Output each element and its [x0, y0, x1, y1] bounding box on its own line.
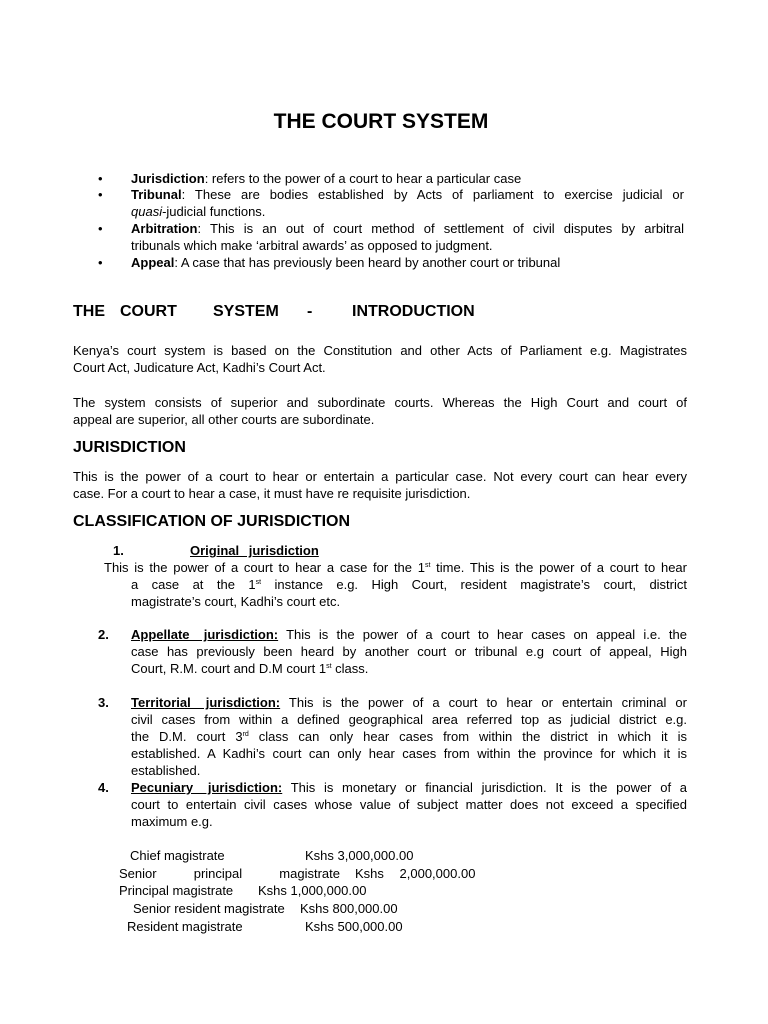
bullet-text: tribunals which make ‘arbitral awards’ as opposed to judgment.: [131, 238, 493, 253]
bullet-italic: quasi: [131, 204, 163, 219]
intro-paragraph-line: Court Act, Judicature Act, Kadhi’s Court Act.: [73, 360, 326, 375]
bullet-term: Arbitration: [131, 221, 198, 236]
bullet-text: : These are bodies established by Acts of parliament to exercise judicial or: [181, 187, 684, 202]
item-3-line: civil cases from within a defined geographical area referred top as judicial district e.g.: [131, 712, 687, 727]
table-rank: Chief magistrate: [130, 848, 225, 863]
item-1-term: Original jurisdiction: [190, 543, 319, 558]
table-rank: Principal magistrate: [119, 883, 234, 898]
table-rank: Senior principal magistrate: [119, 866, 340, 881]
bullet-text: : This is an out of court method of settlement of civil disputes by arbitral: [197, 221, 684, 236]
item-3-line: established. A Kadhi’s court can only hear cases from within the province for which it is: [131, 746, 687, 761]
table-amount: Kshs 800,000.00: [300, 901, 398, 916]
table-rank: Senior resident magistrate: [133, 901, 285, 916]
intro-paragraph-line: The system consists of superior and subordinate courts. Whereas the High Court and court of: [73, 395, 687, 410]
bullet-icon: •: [98, 255, 103, 270]
item-4-number: 4.: [98, 780, 109, 795]
bullet-term: Appeal: [131, 255, 175, 270]
page-title: THE COURT SYSTEM: [273, 110, 489, 133]
item-1-number: 1.: [113, 543, 124, 558]
table-amount: Kshs 2,000,000.00: [355, 866, 476, 881]
item-2-line: Court, R.M. court and D.M court 1st class.: [131, 661, 369, 676]
jurisdiction-heading: JURISDICTION: [73, 439, 186, 456]
item-3-line: Territorial jurisdiction: This is the power of a court to hear or entertain criminal or: [131, 695, 687, 710]
bullet-text: : refers to the power of a court to hear a particular case: [204, 171, 522, 186]
table-rank: Resident magistrate: [127, 919, 243, 934]
item-3-line: established.: [131, 763, 201, 778]
item-1-line: a case at the 1st instance e.g. High Court, resident magistrate’s court, district: [131, 577, 687, 592]
jurisdiction-line: case. For a court to hear a case, it must have re requisite jurisdiction.: [73, 486, 471, 501]
table-amount: Kshs 3,000,000.00: [305, 848, 414, 863]
intro-paragraph-line: appeal are superior, all other courts are subordinate.: [73, 412, 375, 427]
item-1-line: This is the power of a court to hear a case for the 1st time. This is the power of a court to hear: [104, 560, 687, 575]
jurisdiction-line: This is the power of a court to hear or entertain a particular case. Not every court can hear every: [73, 469, 687, 484]
bullet-icon: •: [98, 171, 103, 186]
bullet-text: : A case that has previously been heard by another court or tribunal: [174, 255, 561, 270]
bullet-term: Jurisdiction: [131, 171, 205, 186]
item-4-line: maximum e.g.: [131, 814, 213, 829]
item-4-line: court to entertain civil cases whose value of subject matter does not exceed a specified: [131, 797, 687, 812]
bullet-text: -judicial functions.: [162, 204, 266, 219]
bullet-icon: •: [98, 187, 103, 202]
table-amount: Kshs 1,000,000.00: [258, 883, 367, 898]
item-4-line: Pecuniary jurisdiction: This is monetary or financial jurisdiction. It is the power of a: [131, 780, 687, 795]
item-3-line: the D.M. court 3rd class can only hear cases from within the district in which it is: [131, 729, 688, 744]
table-amount: Kshs 500,000.00: [305, 919, 403, 934]
bullet-icon: •: [98, 221, 103, 236]
item-1-line: magistrate’s court, Kadhi’s court etc.: [131, 594, 341, 609]
item-2-number: 2.: [98, 627, 109, 642]
intro-paragraph-line: Kenya’s court system is based on the Constitution and other Acts of Parliament e.g. Magistrates: [73, 343, 687, 358]
item-2-line: case has previously been heard by another court or tribunal e.g court of appeal, High: [131, 644, 687, 659]
bullet-term: Tribunal: [131, 187, 182, 202]
item-3-number: 3.: [98, 695, 109, 710]
intro-heading: THE COURT SYSTEM - INTRODUCTION: [73, 303, 475, 320]
item-2-line: Appellate jurisdiction: This is the power of a court to hear cases on appeal i.e. the: [131, 627, 688, 642]
classification-heading: CLASSIFICATION OF JURISDICTION: [73, 513, 351, 530]
